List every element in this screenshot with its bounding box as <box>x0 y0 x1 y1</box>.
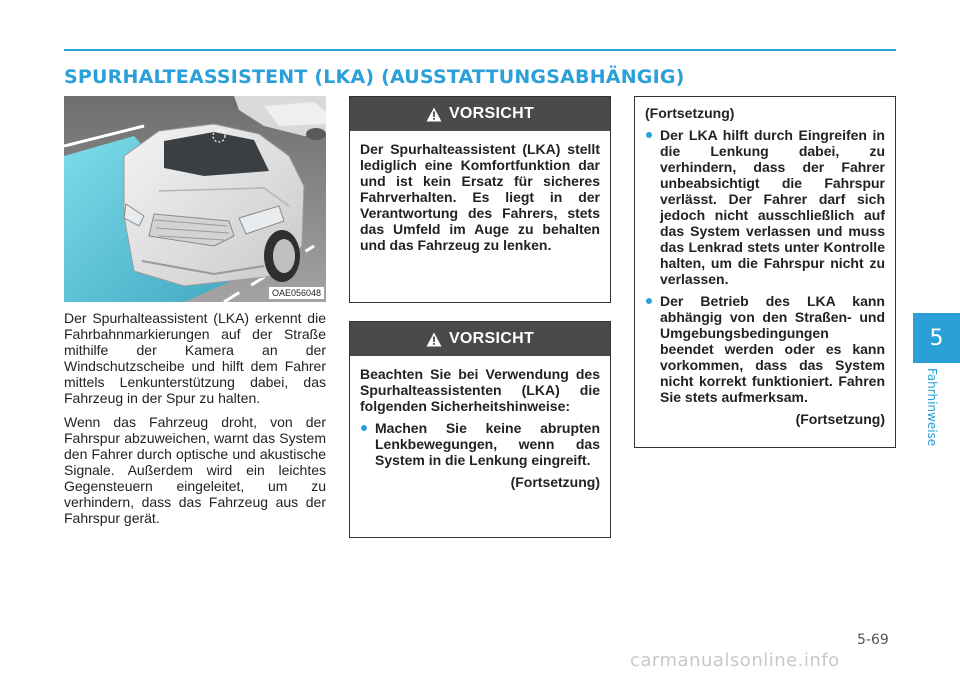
bullet-dot-icon <box>646 298 652 304</box>
warning-triangle-icon <box>426 332 442 347</box>
caution-title: VORSICHT <box>448 330 535 347</box>
continued-label: (Fortsetzung) <box>795 411 885 427</box>
header-rule <box>64 49 896 51</box>
caution-list-item: Machen Sie keine abrupten Lenkbewegungen, wenn das System in die Lenkung eingreift. <box>360 420 600 468</box>
caution-list <box>360 420 600 468</box>
caution-list-item: Der Betrieb des LKA kann abhängig von den Straßen- und Umgebungsbedingungen beendet werden oder es kann vorkommen, dass das System nicht korrekt funktioniert. Fahren Sie stets aufmerksam. <box>645 293 885 405</box>
page-number: 5-69 <box>857 632 889 648</box>
car-lane-illustration <box>64 96 326 302</box>
warning-triangle-icon <box>426 107 442 122</box>
figure-code: OAE056048 <box>269 287 324 299</box>
watermark: carmanualsonline.info <box>630 650 840 671</box>
caution-text: Der Spurhalteassistent (LKA) stellt lediglich eine Komfortfunktion dar und ist kein Ersatz für sicheres Fahrverhalten. Es liegt in der Verantwortung des Fahrers, stets das Umfeld im Auge zu behalten und das Fahrzeug zu lenken. <box>360 141 600 253</box>
caution-intro: Beachten Sie bei Verwendung des Spurhalteassistenten (LKA) die folgenden Sicherheitshinweise: <box>360 366 600 414</box>
caution-body <box>350 131 610 261</box>
caution-list-item: Der LKA hilft durch Eingreifen in die Lenkung dabei, zu verhindern, dass der Fahrer unbeabsichtigt die Fahrspur verlässt. Der Fahrer darf sich jedoch nicht ausschließlich auf das System verlassen und muss das Lenkrad stets unter Kontrolle halten, um die Fahrspur nicht zu verlassen. <box>645 127 885 287</box>
caution-title: VORSICHT <box>448 105 535 122</box>
caution-body <box>635 97 895 435</box>
body-paragraph: Wenn das Fahrzeug droht, von der Fahrspur abzuweichen, warnt das System den Fahrer durch optische und akustische Signale. Außerdem wird ein leichtes Gegensteuern eingeleitet, um zu verhindern, dass das Fahrzeug aus der Fahrspur gerät. <box>64 414 326 526</box>
bullet-dot-icon <box>646 132 652 138</box>
chapter-tab: 5 <box>913 313 960 363</box>
section-title: SPURHALTEASSISTENT (LKA) (AUSSTATTUNGSABHÄNGIG) <box>64 66 685 88</box>
caution-box <box>349 321 611 538</box>
caution-body <box>350 356 610 498</box>
chapter-label: Fahrhinweise <box>925 368 939 447</box>
caution-header <box>350 97 610 131</box>
caution-box <box>349 96 611 303</box>
caution-list <box>645 127 885 405</box>
lka-illustration <box>64 96 326 302</box>
caution-box-continued <box>634 96 896 448</box>
bullet-dot-icon <box>361 425 367 431</box>
continued-from-label: (Fortsetzung) <box>645 105 735 121</box>
caution-header <box>350 322 610 356</box>
body-text <box>64 310 326 534</box>
body-paragraph: Der Spurhalteassistent (LKA) erkennt die Fahrbahnmarkierungen auf der Straße mithilfe der Kamera an der Windschutzscheibe und hilft dem Fahrer mittels Lenkunterstützung dabei, das Fahrzeug in der Spur zu halten. <box>64 310 326 406</box>
continued-label: (Fortsetzung) <box>510 474 600 490</box>
